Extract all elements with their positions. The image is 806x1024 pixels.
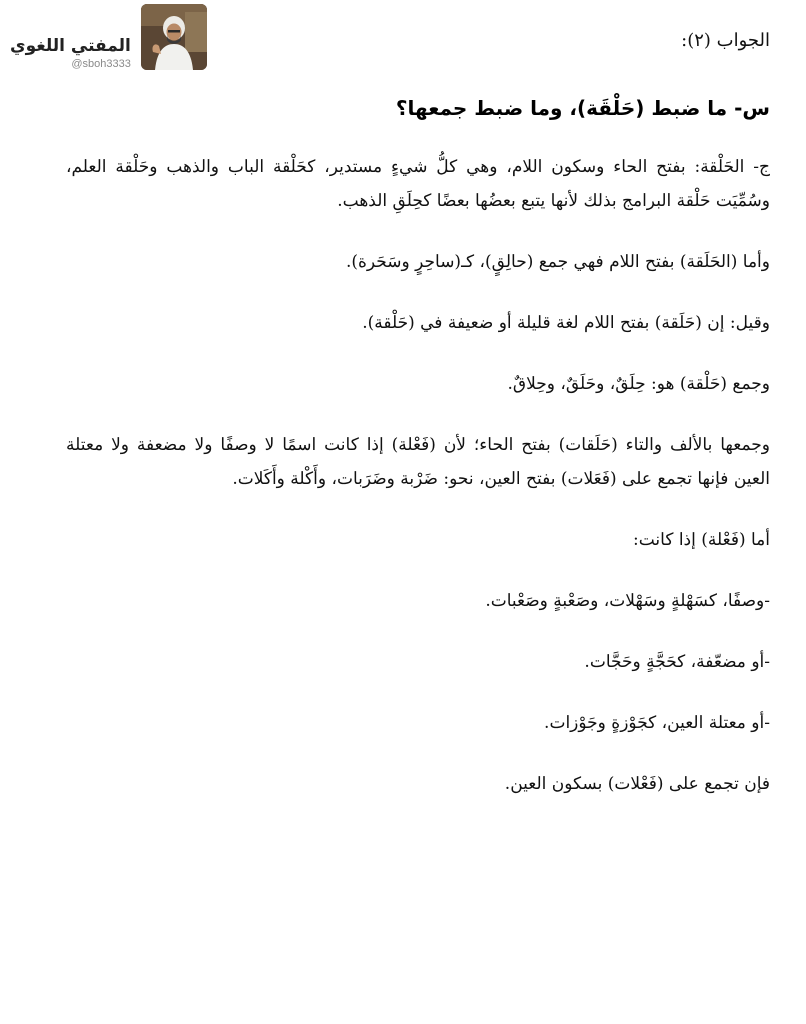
avatar[interactable] bbox=[141, 4, 207, 70]
avatar-image bbox=[141, 4, 207, 70]
paragraph-halaqa-plural: وأما (الحَلَقة) بفتح اللام فهي جمع (حالِقٍ)، كـ(ساحِرٍ وسَحَرة). bbox=[345, 252, 770, 272]
profile-block[interactable] bbox=[10, 4, 207, 74]
paragraph-conclusion: فإن تجمع على (فَعْلات) بسكون العين. bbox=[504, 774, 770, 794]
paragraph-exception-hollow: -أو معتلة العين، كجَوْزةٍ وجَوْزات. bbox=[544, 713, 770, 733]
question-heading: س- ما ضبط (حَلْقَة)، وما ضبط جمعها؟ bbox=[395, 96, 770, 120]
paragraph-feminine-plural: وجمعها بالألف والتاء (حَلَقات) بفتح الحاء؛ لأن (فَعْلة) إذا كانت اسمًا لا وصفًا ولا مضعفة ولا معتلة العين فإنها تجمع على (فَعَلات) بفتح العين، نحو: ضَرْبة وضَرَبات، وأَكْلة وأَكَلات. bbox=[66, 435, 770, 489]
paragraph-plurals: وجمع (حَلْقة) هو: حِلَقٌ، وحَلَقٌ، وحِلاقٌ. bbox=[507, 374, 770, 394]
profile-handle[interactable]: @sboh3333 bbox=[71, 58, 131, 70]
profile-text bbox=[10, 36, 131, 71]
tweet-body bbox=[66, 92, 770, 828]
paragraph-exception-adjective: -وصفًا، كسَهْلةٍ وسَهْلات، وصَعْبةٍ وصَعْبات. bbox=[485, 591, 770, 611]
answer-label: الجواب (٢): bbox=[681, 30, 770, 51]
paragraph-exception-doubled: -أو مضعّفة، كحَجَّةٍ وحَجَّات. bbox=[584, 652, 770, 672]
profile-name[interactable]: المفتي اللغوي bbox=[10, 36, 131, 56]
paragraph-exceptions-intro: أما (فَعْلة) إذا كانت: bbox=[633, 530, 770, 550]
paragraph-weak-variant: وقيل: إن (حَلَقة) بفتح اللام لغة قليلة أو ضعيفة في (حَلْقة). bbox=[362, 313, 770, 333]
paragraph-definition: ج- الحَلْقة: بفتح الحاء وسكون اللام، وهي كلُّ شيءٍ مستدير، كحَلْقة الباب والذهب وحَلْقة العلم، وسُمِّيَت حَلْقة البرامج بذلك لأنها يتبع بعضُها بعضًا كحِلَقِ الذهب. bbox=[66, 157, 770, 211]
